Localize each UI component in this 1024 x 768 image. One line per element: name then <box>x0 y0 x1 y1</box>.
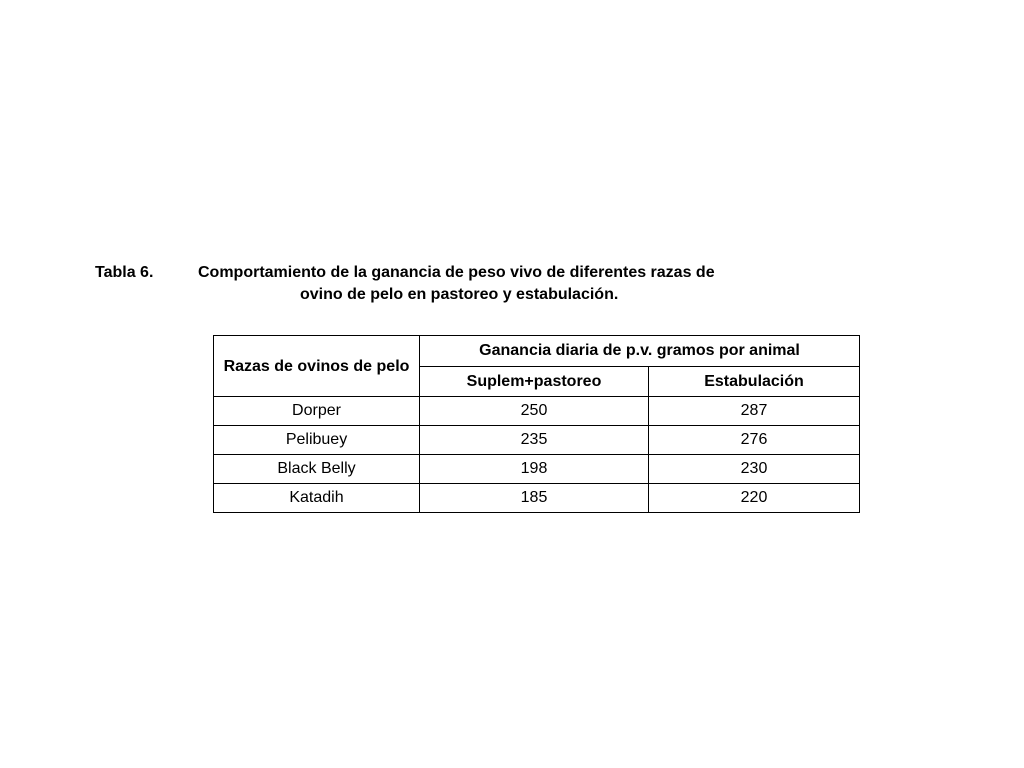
caption-label: Tabla 6. <box>95 264 154 281</box>
cell-breed: Katadih <box>214 484 420 513</box>
table-row <box>214 455 860 484</box>
cell-suplem: 198 <box>420 455 649 484</box>
table-row <box>214 397 860 426</box>
cell-estab: 287 <box>649 397 860 426</box>
header-estabulacion: Estabulación <box>649 366 860 397</box>
cell-breed: Pelibuey <box>214 426 420 455</box>
caption-title-line-1: Comportamiento de la ganancia de peso vivo de diferentes razas de <box>198 264 715 281</box>
header-row-group <box>214 336 860 367</box>
cell-suplem: 185 <box>420 484 649 513</box>
weight-gain-table <box>213 335 860 513</box>
cell-suplem: 235 <box>420 426 649 455</box>
cell-suplem: 250 <box>420 397 649 426</box>
header-breed: Razas de ovinos de pelo <box>214 336 420 397</box>
cell-breed: Black Belly <box>214 455 420 484</box>
table-row <box>214 484 860 513</box>
caption-title-line-2: ovino de pelo en pastoreo y estabulación. <box>300 286 619 303</box>
cell-breed: Dorper <box>214 397 420 426</box>
table-row <box>214 426 860 455</box>
header-daily-gain: Ganancia diaria de p.v. gramos por animal <box>420 336 860 367</box>
cell-estab: 220 <box>649 484 860 513</box>
header-suplem-pastoreo: Suplem+pastoreo <box>420 366 649 397</box>
cell-estab: 276 <box>649 426 860 455</box>
cell-estab: 230 <box>649 455 860 484</box>
